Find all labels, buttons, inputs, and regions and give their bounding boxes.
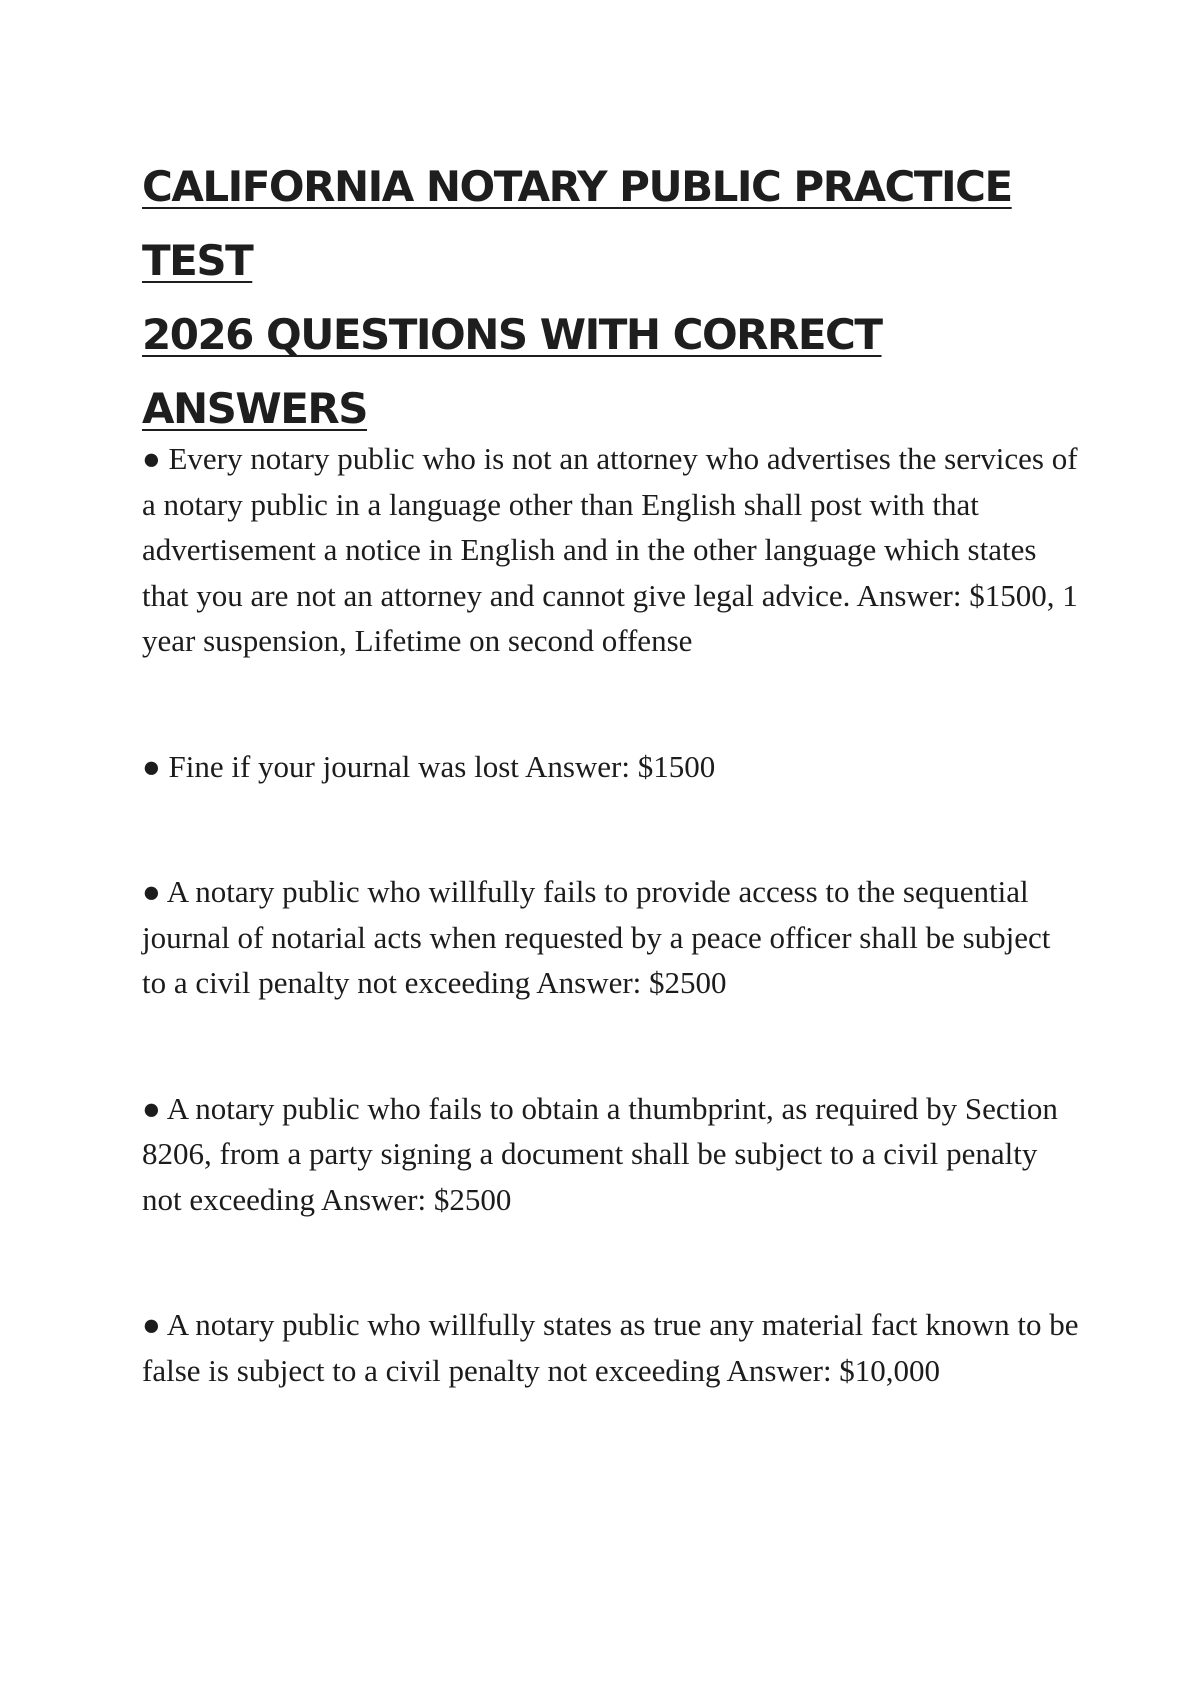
list-item — [142, 1086, 1082, 1223]
question-list — [142, 436, 1082, 1473]
bullet-icon: ● — [142, 1090, 161, 1126]
bullet-icon: ● — [142, 1307, 161, 1342]
bullet-icon: ● — [142, 748, 161, 784]
question-text: A notary public who willfully states as true any material fact known to be false is subject to a civil penalty not exceeding Answer: $10,000 — [142, 1307, 1079, 1388]
page-title — [142, 150, 1082, 446]
question-text: A notary public who willfully fails to provide access to the sequential journal of notarial acts when requested by a peace officer shall be subject to a civil penalty not exceeding Answer: $2500 — [142, 874, 1051, 1000]
list-item — [142, 744, 1082, 790]
title-line-2: 2026 QUESTIONS WITH CORRECT ANSWERS — [142, 310, 882, 433]
bullet-icon: ● — [142, 874, 161, 909]
question-text: A notary public who fails to obtain a thumbprint, as required by Section 8206, from a party signing a document shall be subject to a civil penalty not exceeding Answer: $2500 — [142, 1090, 1058, 1217]
list-item — [142, 436, 1082, 664]
bullet-icon: ● — [142, 441, 161, 476]
list-item — [142, 869, 1082, 1006]
question-text: Every notary public who is not an attorney who advertises the services of a notary public in a language other than English shall post with that advertisement a notice in English and in the other language which states that you are not an attorney and cannot give legal advice. Answer: $1500, 1 year suspension, Lifetime on second offense — [142, 441, 1078, 658]
list-item — [142, 1302, 1082, 1393]
question-text: Fine if your journal was lost Answer: $1500 — [168, 748, 716, 784]
title-line-1: CALIFORNIA NOTARY PUBLIC PRACTICE TEST — [142, 162, 1012, 285]
